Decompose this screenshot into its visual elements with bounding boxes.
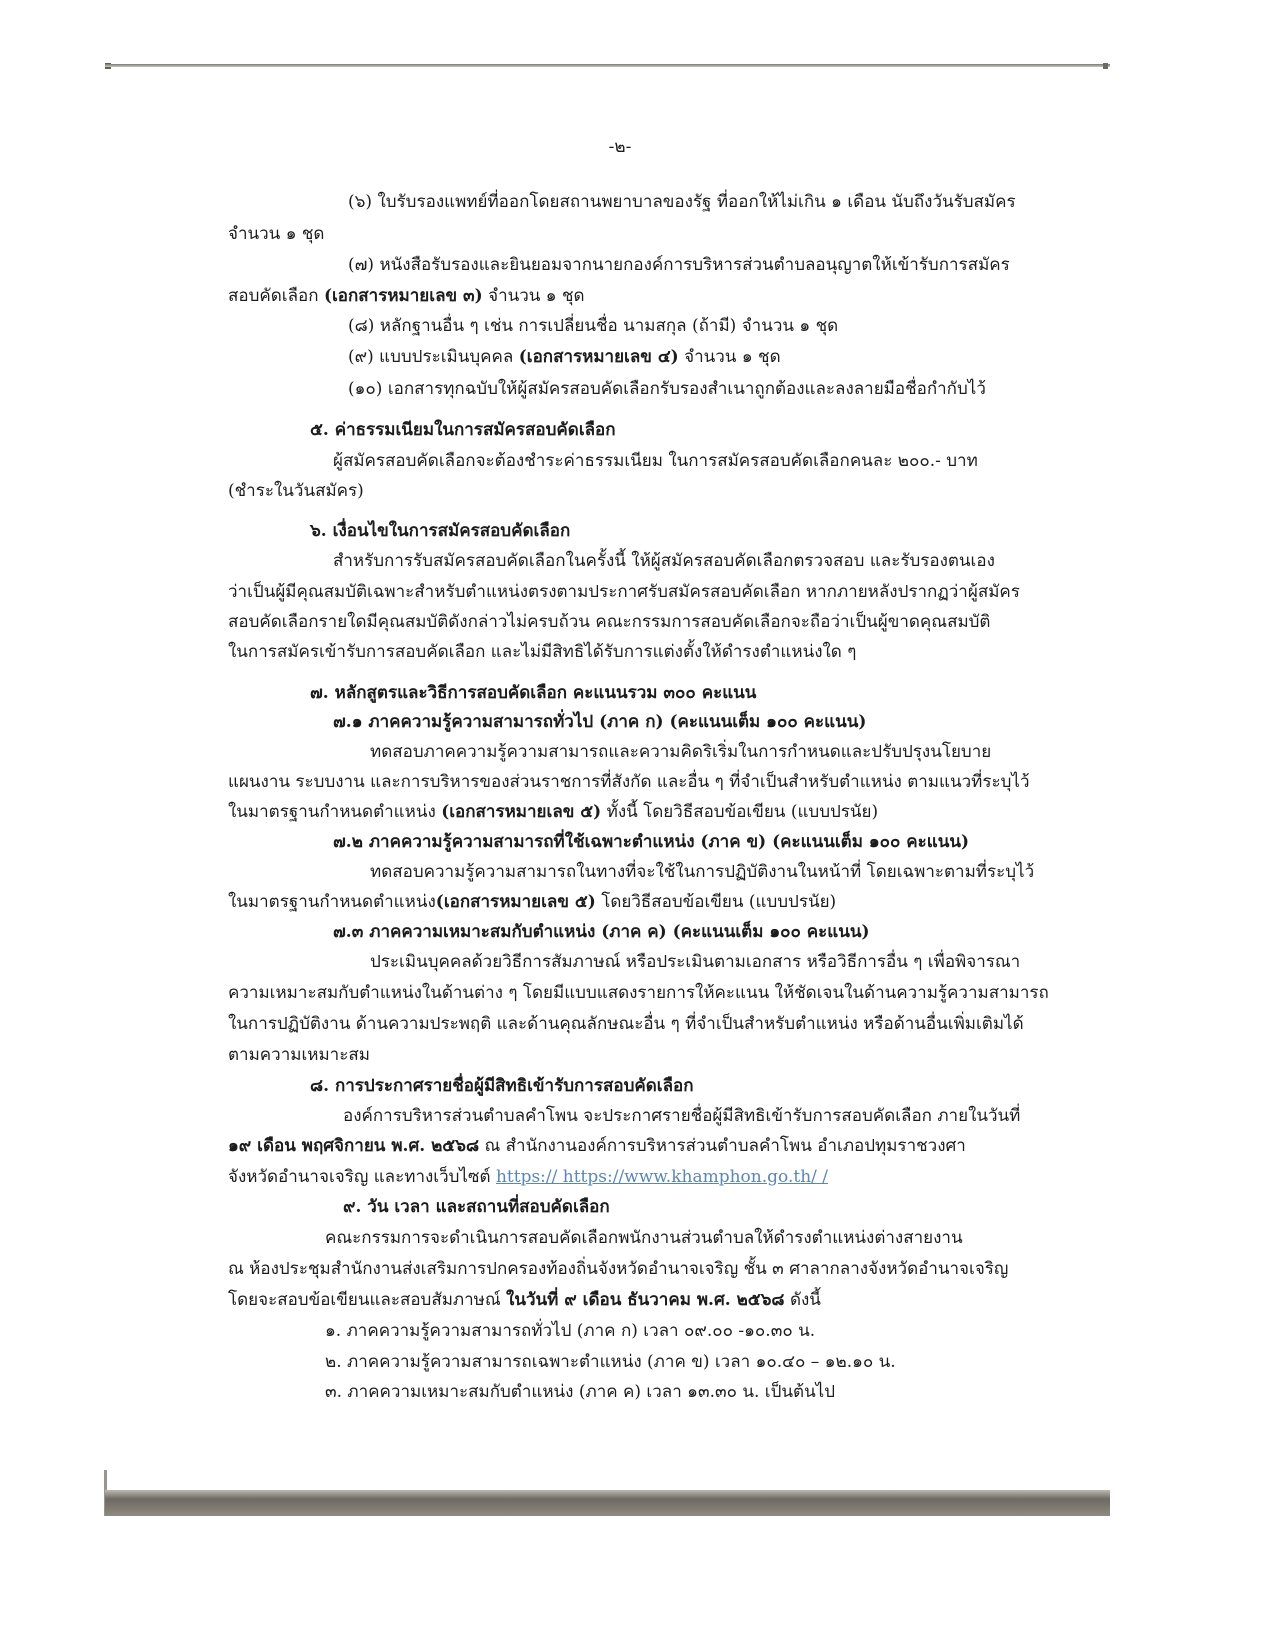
section-5-body: ผู้สมัครสอบคัดเลือกจะต้องชำระค่าธรรมเนียม ในการสมัครสอบคัดเลือกคนละ ๒๐๐.- บาท bbox=[333, 451, 978, 471]
section-7-3-heading: ๗.๓ ภาคความเหมาะสมกับตำแหน่ง (ภาค ค) (คะแนนเต็ม ๑๐๐ คะแนน) bbox=[333, 922, 870, 942]
exam-date: ในวันที่ ๙ เดือน ธันวาคม พ.ศ. ๒๕๖๘ bbox=[506, 1290, 785, 1310]
item-7-consent-letter: (๗) หนังสือรับรองและยินยอมจากนายกองค์การบริหารส่วนตำบลอนุญาตให้เข้ารับการสมัคร bbox=[348, 255, 1010, 275]
section-7-1-body-line-1: ทดสอบภาคความรู้ความสามารถและความคิดริเริ่มในการกำหนดและปรับปรุงนโยบาย bbox=[370, 742, 992, 762]
section-7-3-body-line-2: ความเหมาะสมกับตำแหน่งในด้านต่าง ๆ โดยมีแบบแสดงรายการให้คะแนน ให้ชัดเจนในด้านความรู้ความสามารถ bbox=[228, 983, 1049, 1003]
item-8-other-evidence: (๘) หลักฐานอื่น ๆ เช่น การเปลี่ยนชื่อ นามสกุล (ถ้ามี) จำนวน ๑ ชุด bbox=[348, 316, 839, 336]
item-7-continuation: สอบคัดเลือก (เอกสารหมายเลข ๓) จำนวน ๑ ชุด bbox=[228, 286, 585, 306]
section-8-body-line-1: องค์การบริหารส่วนตำบลคำโพน จะประกาศรายชื่อผู้มีสิทธิเข้ารับการสอบคัดเลือก ภายในวันที่ bbox=[343, 1106, 1021, 1126]
section-9-body-line-1: คณะกรรมการจะดำเนินการสอบคัดเลือกพนักงานส่วนตำบลให้ดำรงตำแหน่งต่างสายงาน bbox=[325, 1228, 963, 1248]
section-5-heading: ๕. ค่าธรรมเนียมในการสมัครสอบคัดเลือก bbox=[310, 420, 616, 440]
document-reference: (เอกสารหมายเลข ๕) bbox=[435, 892, 596, 912]
section-7-2-body-line-1: ทดสอบความรู้ความสามารถในทางที่จะใช้ในการปฏิบัติงานในหน้าที่ โดยเฉพาะตามที่ระบุไว้ bbox=[370, 862, 1035, 882]
section-6-body-line-3: สอบคัดเลือกรายใดมีคุณสมบัติดังกล่าวไม่ครบถ้วน คณะกรรมการสอบคัดเลือกจะถือว่าเป็นผู้ขาดคุณสมบัติ bbox=[228, 612, 991, 632]
document-reference: (เอกสารหมายเลข ๕) bbox=[441, 802, 602, 822]
section-7-1-body-line-2: แผนงาน ระบบงาน และการบริหารของส่วนราชการที่สังกัด และอื่น ๆ ที่จำเป็นสำหรับตำแหน่ง ตามแนวที่ระบุไว้ bbox=[228, 772, 1030, 792]
item-6-medical-certificate: (๖) ใบรับรองแพทย์ที่ออกโดยสถานพยาบาลของรัฐ ที่ออกให้ไม่เกิน ๑ เดือน นับถึงวันรับสมัคร bbox=[348, 192, 1016, 212]
section-5-body-continued: (ชำระในวันสมัคร) bbox=[228, 481, 364, 501]
document-reference: (เอกสารหมายเลข ๔) bbox=[518, 347, 679, 367]
item-6-quantity: จำนวน ๑ ชุด bbox=[228, 224, 325, 244]
schedule-item-3: ๓. ภาคความเหมาะสมกับตำแหน่ง (ภาค ค) เวลา ๑๓.๓๐ น. เป็นต้นไป bbox=[325, 1382, 836, 1402]
schedule-item-2: ๒. ภาคความรู้ความสามารถเฉพาะตำแหน่ง (ภาค ข) เวลา ๑๐.๔๐ – ๑๒.๑๐ น. bbox=[325, 1352, 896, 1372]
document-reference: (เอกสารหมายเลข ๓) bbox=[323, 286, 483, 306]
schedule-item-1: ๑. ภาคความรู้ความสามารถทั่วไป (ภาค ก) เวลา ๐๙.๐๐ -๑๐.๓๐ น. bbox=[325, 1321, 816, 1341]
page-number: -๒- bbox=[608, 137, 632, 157]
section-9-heading: ๙. วัน เวลา และสถานที่สอบคัดเลือก bbox=[343, 1197, 610, 1217]
section-8-body-line-3: จังหวัดอำนาจเจริญ และทางเว็บไซต์ https:// https://www.khamphon.go.th/ / bbox=[228, 1167, 828, 1187]
section-7-1-body-line-3: ในมาตรฐานกำหนดตำแหน่ง (เอกสารหมายเลข ๕) ทั้งนี้ โดยวิธีสอบข้อเขียน (แบบปรนัย) bbox=[228, 802, 879, 822]
section-7-2-body-line-2: ในมาตรฐานกำหนดตำแหน่ง(เอกสารหมายเลข ๕) โดยวิธีสอบข้อเขียน (แบบปรนัย) bbox=[228, 892, 837, 912]
section-7-heading: ๗. หลักสูตรและวิธีการสอบคัดเลือก คะแนนรวม ๓๐๐ คะแนน bbox=[310, 683, 757, 703]
section-6-heading: ๖. เงื่อนไขในการสมัครสอบคัดเลือก bbox=[310, 521, 571, 541]
section-7-3-body-line-3: ในการปฏิบัติงาน ด้านความประพฤติ และด้านคุณลักษณะอื่น ๆ ที่จำเป็นสำหรับตำแหน่ง หรือด้านอื่นเพิ่มเติมได้ bbox=[228, 1014, 1024, 1034]
section-6-body-line-2: ว่าเป็นผู้มีคุณสมบัติเฉพาะสำหรับตำแหน่งตรงตามประกาศรับสมัครสอบคัดเลือก หากภายหลังปรากฏว่าผู้สมัคร bbox=[228, 582, 1020, 602]
section-7-2-heading: ๗.๒ ภาคความรู้ความสามารถที่ใช้เฉพาะตำแหน่ง (ภาค ข) (คะแนนเต็ม ๑๐๐ คะแนน) bbox=[333, 832, 970, 852]
announcement-date: ๑๙ เดือน พฤศจิกายน พ.ศ. ๒๕๖๘ bbox=[228, 1136, 480, 1156]
section-6-body-line-4: ในการสมัครเข้ารับการสอบคัดเลือก และไม่มีสิทธิได้รับการแต่งตั้งให้ดำรงตำแหน่งใด ๆ bbox=[228, 642, 857, 662]
section-7-3-body-line-4: ตามความเหมาะสม bbox=[228, 1045, 370, 1065]
section-7-3-body-line-1: ประเมินบุคคลด้วยวิธีการสัมภาษณ์ หรือประเมินตามเอกสาร หรือวิธีการอื่น ๆ เพื่อพิจารณา bbox=[370, 952, 1021, 972]
section-8-heading: ๘. การประกาศรายชื่อผู้มีสิทธิเข้ารับการสอบคัดเลือก bbox=[310, 1076, 694, 1096]
section-9-body-line-3: โดยจะสอบข้อเขียนและสอบสัมภาษณ์ ในวันที่ ๙ เดือน ธันวาคม พ.ศ. ๒๕๖๘ ดังนี้ bbox=[228, 1290, 821, 1310]
item-10-certified-copies: (๑๐) เอกสารทุกฉบับให้ผู้สมัครสอบคัดเลือกรับรองสำเนาถูกต้องและลงลายมือชื่อกำกับไว้ bbox=[348, 379, 986, 399]
section-6-body-line-1: สำหรับการรับสมัครสอบคัดเลือกในครั้งนี้ ให้ผู้สมัครสอบคัดเลือกตรวจสอบ และรับรองตนเอง bbox=[333, 551, 995, 571]
website-link[interactable]: https:// https://www.khamphon.go.th/ / bbox=[495, 1167, 828, 1187]
section-8-body-line-2: ๑๙ เดือน พฤศจิกายน พ.ศ. ๒๕๖๘ ณ สำนักงานองค์การบริหารส่วนตำบลคำโพน อำเภอปทุมราชวงศา bbox=[228, 1136, 966, 1156]
section-9-body-line-2: ณ ห้องประชุมสำนักงานส่งเสริมการปกครองท้องถิ่นจังหวัดอำนาจเจริญ ชั้น ๓ ศาลากลางจังหวัดอำนาจเจริญ bbox=[228, 1259, 1009, 1279]
section-7-1-heading: ๗.๑ ภาคความรู้ความสามารถทั่วไป (ภาค ก) (คะแนนเต็ม ๑๐๐ คะแนน) bbox=[333, 712, 867, 732]
item-9-assessment-form: (๙) แบบประเมินบุคคล (เอกสารหมายเลข ๔) จำนวน ๑ ชุด bbox=[348, 347, 781, 367]
